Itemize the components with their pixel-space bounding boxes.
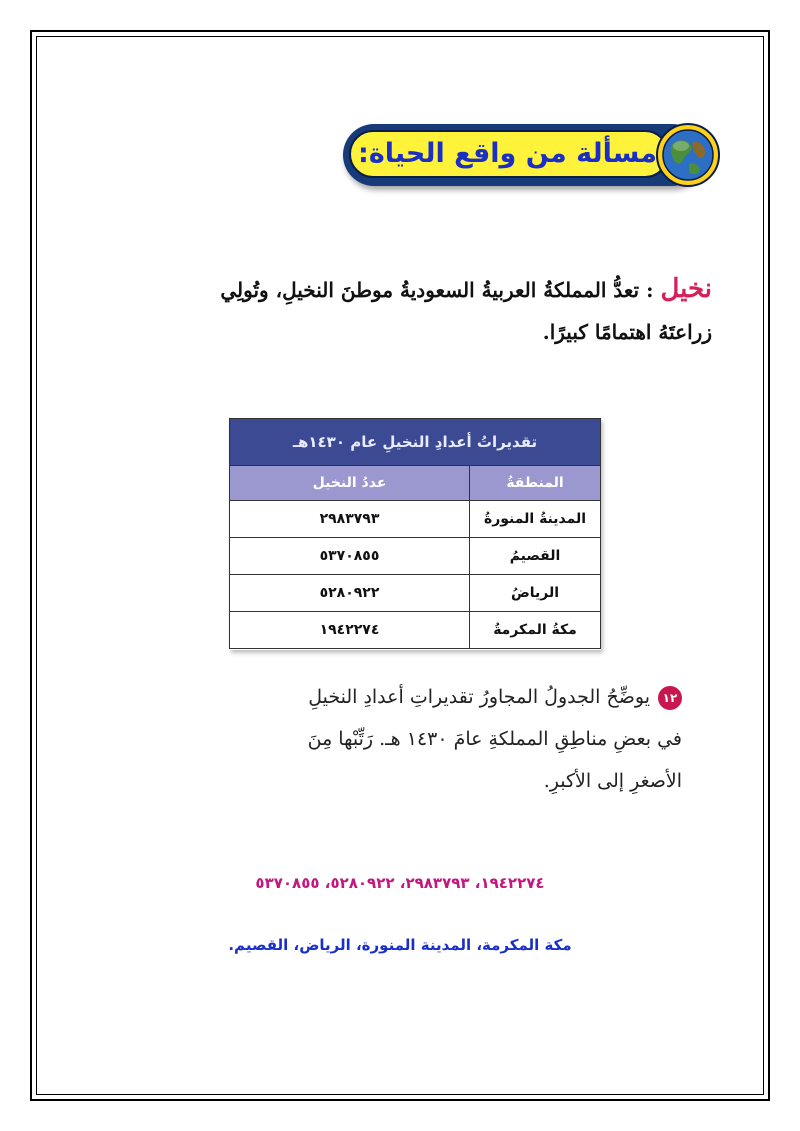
table-row bbox=[230, 538, 601, 575]
globe-icon bbox=[655, 122, 721, 188]
question-number-badge: ١٢ bbox=[658, 686, 682, 710]
row-region: مكةُ المكرمةُ bbox=[470, 612, 601, 649]
row-region: المدينةُ المنورةُ bbox=[470, 501, 601, 538]
intro-separator: : bbox=[639, 278, 661, 302]
header-region: المنطقةُ bbox=[470, 466, 601, 501]
row-count: ٢٩٨٣٧٩٣ bbox=[230, 501, 470, 538]
question-line2: في بعضِ مناطِقِ المملكةِ عامَ ١٤٣٠ هـ. رَتِّبْها مِنَ bbox=[307, 728, 682, 750]
intro-keyword: نخيل bbox=[660, 274, 712, 304]
intro-line2: زراعتَهُ اهتمامًا كبيرًا. bbox=[542, 320, 712, 344]
palm-estimates-table bbox=[229, 418, 601, 650]
table-row bbox=[230, 612, 601, 649]
question-line1 bbox=[202, 676, 682, 718]
row-count: ١٩٤٢٢٧٤ bbox=[230, 612, 470, 649]
table-row bbox=[230, 501, 601, 538]
row-count: ٥٢٨٠٩٢٢ bbox=[230, 575, 470, 612]
row-count: ٥٣٧٠٨٥٥ bbox=[230, 538, 470, 575]
table-row bbox=[230, 575, 601, 612]
header-count: عددُ النخيل bbox=[230, 466, 470, 501]
answer-regions: مكة المكرمة، المدينة المنورة، الرياض، القصيم. bbox=[228, 936, 572, 954]
intro-line1: تعدُّ المملكةُ العربيةُ السعوديةُ موطنَ النخيلِ، وتُولِي bbox=[220, 278, 640, 302]
answer-numbers: ١٩٤٢٢٧٤، ٢٩٨٣٧٩٣، ٥٢٨٠٩٢٢، ٥٣٧٠٨٥٥ bbox=[255, 874, 545, 892]
section-banner bbox=[343, 122, 723, 194]
intro-paragraph bbox=[112, 268, 712, 353]
question-block bbox=[202, 676, 682, 802]
table-title: تقديراتُ أعدادِ النخيلِ عام ١٤٣٠هـ bbox=[230, 419, 601, 466]
question-line3: الأصغرِ إلى الأكبرِ. bbox=[543, 770, 682, 792]
banner-title: مسألة من واقع الحياة: bbox=[358, 138, 657, 169]
question-line1-text: يوضِّحُ الجدولُ المجاورُ تقديراتِ أعدادِ النخيلِ bbox=[308, 686, 650, 708]
row-region: الرياضُ bbox=[470, 575, 601, 612]
row-region: القصيمُ bbox=[470, 538, 601, 575]
